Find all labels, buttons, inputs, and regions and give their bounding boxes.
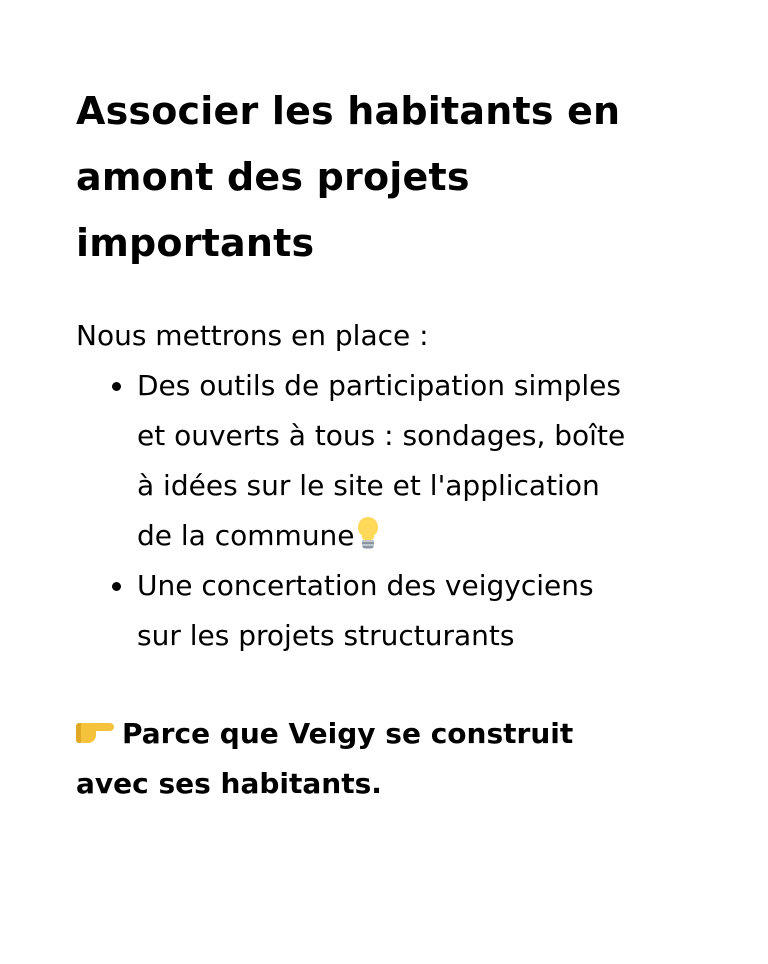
- closing-line: Parce que Veigy se construit: [122, 717, 574, 750]
- closing-statement: [76, 709, 573, 809]
- title-line: Associer les habitants en: [76, 89, 621, 133]
- bullet-line: Une concertation des veigyciens: [137, 569, 594, 602]
- bullet-line: et ouverts à tous : sondages, boîte: [137, 419, 626, 452]
- bullet-line-with-icon: [137, 511, 716, 561]
- bullet-dot-icon: [112, 382, 121, 391]
- backhand-index-pointing-right-icon: [76, 719, 114, 745]
- intro-text: Nous mettrons en place :: [76, 319, 429, 352]
- bullet-line: à idées sur le site et l'application: [137, 469, 600, 502]
- closing-line-with-icon: [76, 709, 573, 759]
- list-item: [76, 561, 716, 661]
- list-item: [76, 361, 716, 561]
- bullet-dot-icon: [112, 582, 121, 591]
- bullet-line: sur les projets structurants: [137, 619, 515, 652]
- bullet-line: Des outils de participation simples: [137, 369, 621, 402]
- bullet-line: de la commune: [137, 519, 355, 552]
- title-line: amont des projets: [76, 155, 470, 199]
- bullet-list: [76, 361, 716, 661]
- light-bulb-icon: [357, 517, 379, 551]
- page-title: [76, 78, 696, 276]
- title-line: importants: [76, 221, 315, 265]
- closing-line: avec ses habitants.: [76, 767, 382, 800]
